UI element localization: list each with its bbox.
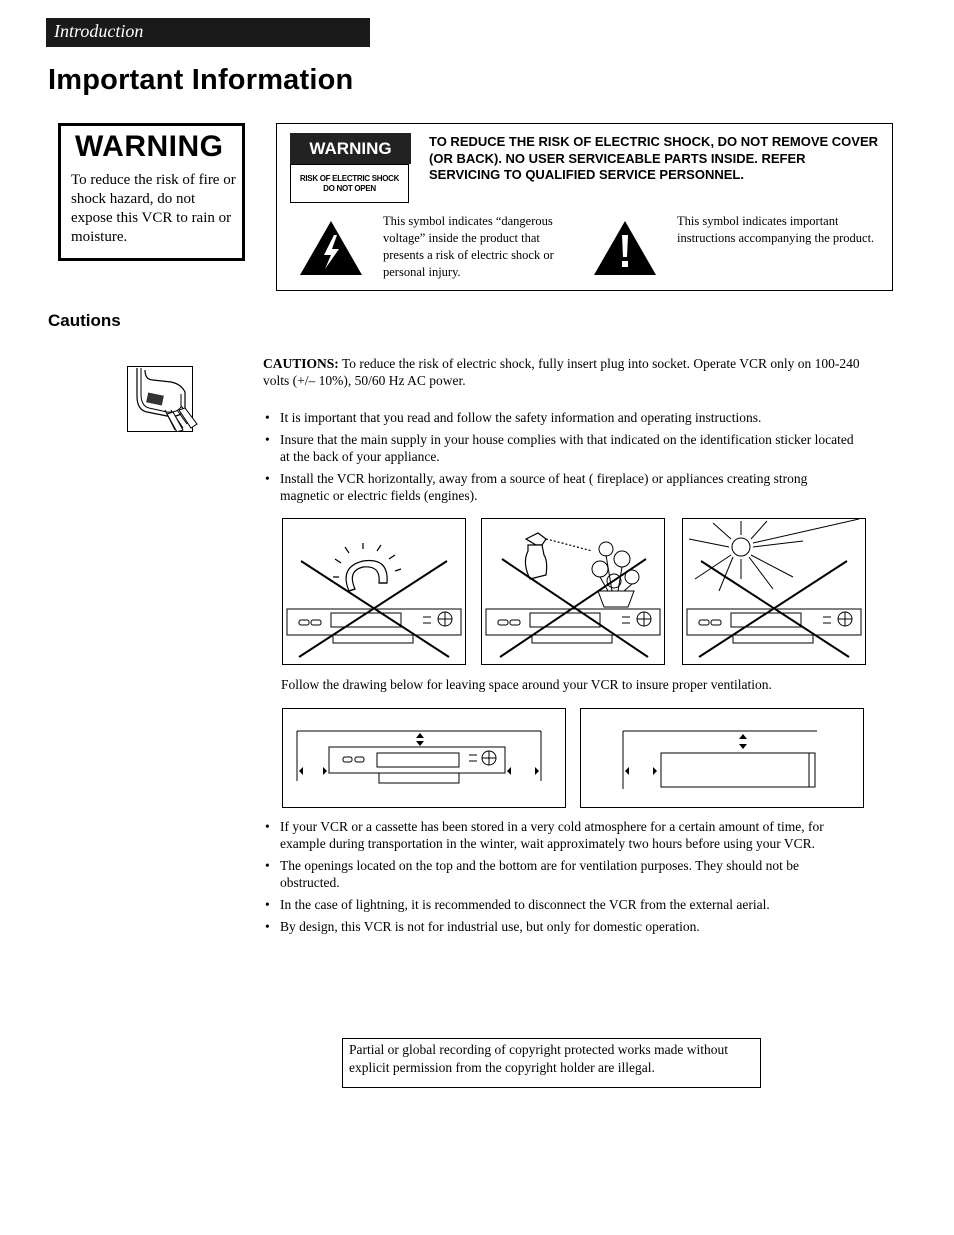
- magnet-icon: [333, 543, 401, 591]
- vcr-icon: [486, 609, 660, 643]
- list-item: • If your VCR or a cassette has been stored in a very cold atmosphere for a certain amount of time, for example during transportation in the winter, wait approximately two hours before using your VCR.: [265, 819, 824, 851]
- copyright-notice-box: [342, 1038, 761, 1088]
- vcr-icon: [329, 747, 505, 783]
- cautions-lead-label: CAUTIONS:: [263, 356, 339, 371]
- plug-icon: [127, 366, 199, 432]
- list-item: • It is important that you read and follow the safety information and operating instructions.: [265, 410, 762, 425]
- shock-warning-sublabel: [290, 164, 409, 203]
- cautions-list-bottom: [264, 818, 854, 940]
- vcr-icon: [287, 609, 461, 643]
- instruction-symbol-description: This symbol indicates important instructions accompanying the product.: [677, 214, 875, 245]
- list-item: • Insure that the main supply in your house complies with that indicated on the identification sticker located at the back of your appliance.: [265, 432, 854, 464]
- shock-warning-label: WARNING: [290, 133, 411, 164]
- list-item: • In the case of lightning, it is recommended to disconnect the VCR from the external aerial.: [265, 897, 770, 912]
- sublabel-line-2: DO NOT OPEN: [323, 184, 376, 193]
- ventilation-caption: Follow the drawing below for leaving space around your VCR to insure proper ventilation.: [281, 677, 772, 692]
- sun-icon: [689, 519, 859, 591]
- cautions-heading: Cautions: [48, 311, 121, 330]
- voltage-symbol-description: This symbol indicates “dangerous voltage” inside the product that presents a risk of electric shock or personal injury.: [383, 214, 554, 279]
- lightning-bolt-triangle-icon: [298, 219, 364, 277]
- section-header-bar: [46, 18, 370, 47]
- section-label: Introduction: [54, 21, 144, 41]
- warning-box: [58, 123, 245, 261]
- flower-pot-icon: [592, 542, 639, 607]
- vcr-icon: [661, 753, 815, 787]
- warning-title: WARNING: [75, 130, 224, 163]
- ventilation-front-illustration: [282, 708, 566, 808]
- page-title: Important Information: [48, 64, 354, 96]
- ventilation-side-illustration: [580, 708, 864, 808]
- copyright-notice: Partial or global recording of copyright protected works made without explicit permission from the copyright holder are illegal.: [349, 1042, 729, 1075]
- cautions-paragraph: [263, 355, 863, 389]
- sun-hazard-illustration: [682, 518, 866, 665]
- cautions-lead-text: To reduce the risk of electric shock, fully insert plug into socket. Operate VCR only on 100-240 volts (+/– 10%), 50/60 Hz AC power.: [263, 356, 860, 388]
- vcr-icon: [687, 609, 861, 643]
- list-item: • Install the VCR horizontally, away from a source of heat ( fireplace) or appliances creating strong magnetic or electric fields (engines).: [265, 471, 808, 503]
- sublabel-line-1: RISK OF ELECTRIC SHOCK: [299, 174, 400, 183]
- arrow-icon: [625, 734, 747, 775]
- arrow-icon: [299, 733, 539, 775]
- magnet-hazard-illustration: [282, 518, 466, 665]
- spray-bottle-icon: [525, 533, 592, 579]
- exclamation-triangle-icon: [592, 219, 658, 277]
- shock-warning-text: TO REDUCE THE RISK OF ELECTRIC SHOCK, DO NOT REMOVE COVER (OR BACK). NO USER SERVICEABLE PARTS INSIDE. REFER SERVICING TO QUALIFIED SERVICE PERSONNEL.: [429, 134, 879, 182]
- cautions-list-top: [264, 409, 854, 509]
- shock-warning-panel: [276, 123, 893, 291]
- list-item: • The openings located on the top and the bottom are for ventilation purposes. They should not be obstructed.: [265, 858, 800, 890]
- list-item: • By design, this VCR is not for industrial use, but only for domestic operation.: [265, 919, 700, 934]
- spray-hazard-illustration: [481, 518, 665, 665]
- warning-text: To reduce the risk of fire or shock hazard, do not expose this VCR to rain or moisture.: [71, 172, 236, 245]
